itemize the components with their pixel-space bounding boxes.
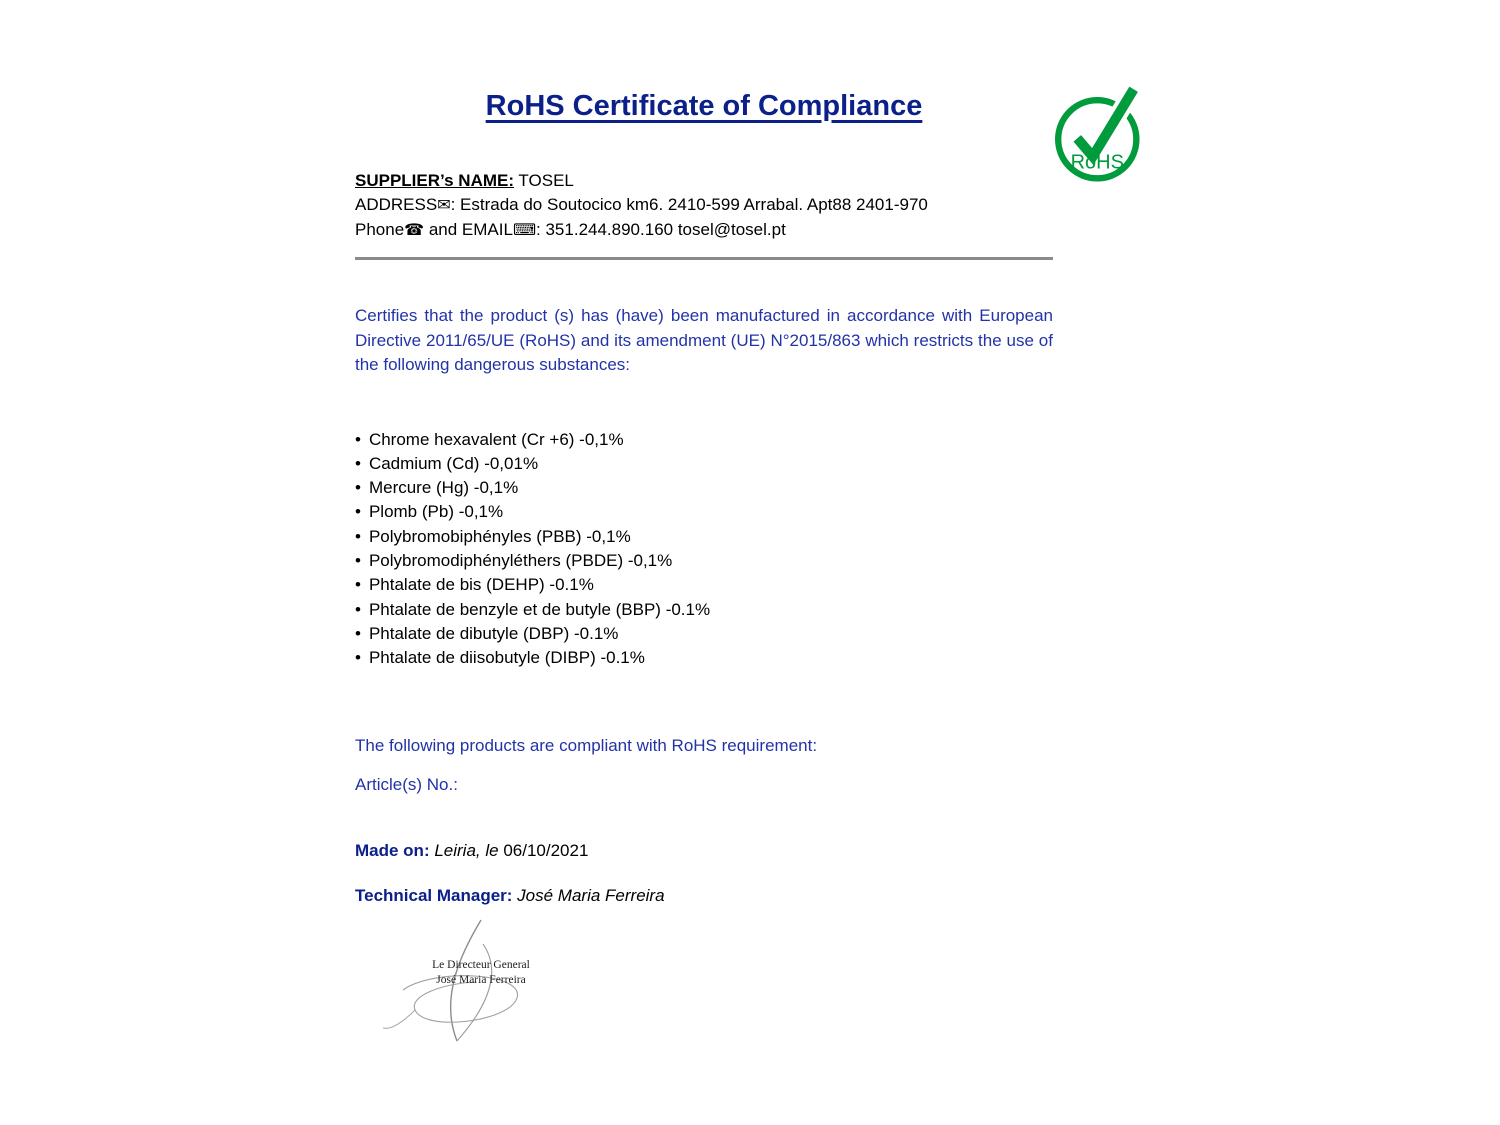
signature-line1: Le Directeur General [432,959,530,972]
supplier-contact-line [355,218,1053,243]
substance-item: • Phtalate de benzyle et de butyle (BBP) -0.1% [355,598,1053,622]
substance-item: • Phtalate de dibutyle (DBP) -0.1% [355,622,1053,646]
address-value: : Estrada do Soutocico km6. 2410-599 Arrabal. Apt88 2401-970 [450,195,928,214]
supplier-name-value: TOSEL [514,171,574,190]
signature-block [363,918,573,1043]
substance-item: • Polybromobiphényles (PBB) -0,1% [355,525,1053,549]
divider [355,257,1053,260]
technical-manager-label: Technical Manager: [355,886,513,906]
technical-manager-line [355,886,1053,906]
substance-item: • Mercure (Hg) -0,1% [355,476,1053,500]
rohs-logo-text: RoHS [1070,151,1124,174]
certification-paragraph: Certifies that the product (s) has (have) been manufactured in accordance with European Directive 2011/65/UE (RoHS) and its amendment (UE) N°2015/863 which restricts the use of the following dangerous substances: [355,306,1053,374]
address-label: ADDRESS [355,195,438,214]
envelope-icon: ✉ [437,197,451,214]
rohs-logo [1050,78,1150,186]
made-on-date: 06/10/2021 [503,841,589,861]
technical-manager-name: José Maria Ferreira [512,886,665,906]
made-on-label: Made on: [355,841,430,861]
phone-icon: ☎ [404,222,425,239]
substance-item: • Phtalate de bis (DEHP) -0.1% [355,573,1053,597]
compliance-statement: The following products are compliant with RoHS requirement: [355,736,818,756]
substance-item: • Chrome hexavalent (Cr +6) -0,1% [355,428,1053,452]
made-on-line [355,841,1053,861]
substance-item: • Cadmium (Cd) -0,01% [355,452,1053,476]
supplier-name-line [355,169,1053,193]
signature-text [401,958,561,988]
computer-icon: ⌨ [512,222,537,239]
page-title: RoHS Certificate of Compliance [485,90,923,122]
substance-item: • Phtalate de diisobutyle (DIBP) -0.1% [355,646,1053,670]
signature-line2: José Maria Ferreira [436,974,526,987]
substances-list [355,428,1053,671]
phone-label: Phone [355,220,405,239]
supplier-address-line [355,193,1053,218]
substance-item: • Plomb (Pb) -0,1% [355,500,1053,524]
supplier-block [355,169,1053,243]
contact-value: : 351.244.890.160 tosel@tosel.pt [536,220,786,239]
articles-label: Article(s) No.: [355,775,458,795]
substance-item: • Polybromodiphényléthers (PBDE) -0,1% [355,549,1053,573]
supplier-name-label: SUPPLIER’s NAME: [355,171,515,190]
email-label: and EMAIL [424,220,513,239]
made-on-place: Leiria, le [429,841,504,861]
